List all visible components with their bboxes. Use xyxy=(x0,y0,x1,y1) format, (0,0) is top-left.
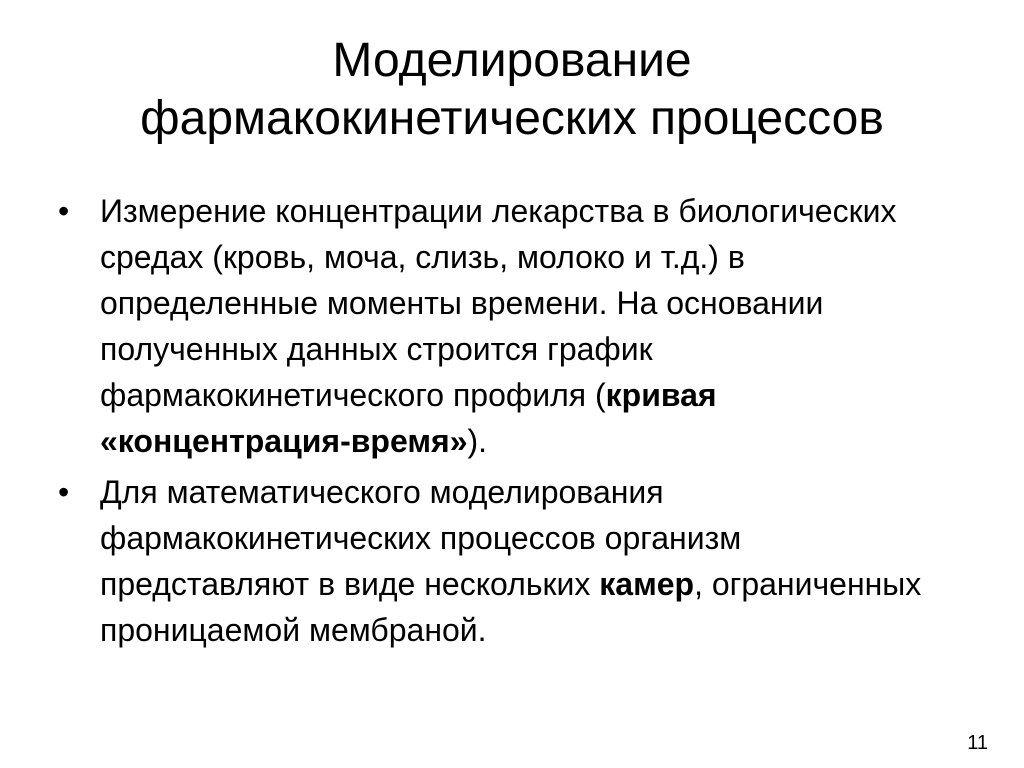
slide-title xyxy=(0,32,1024,148)
bullet-text: Для математического моделирования фармакокинетических процессов организм представляют в виде нескольких xyxy=(100,474,742,602)
slide-title-line-1: Моделирование xyxy=(332,34,692,87)
bullet-marker: • xyxy=(58,474,70,510)
bullet-text-end: ). xyxy=(467,423,488,459)
bullet-item-measurement xyxy=(58,188,938,464)
slide-page-number: 11 xyxy=(967,732,988,754)
bullet-item-modeling xyxy=(58,469,938,653)
bullet-bold-term: камер xyxy=(599,566,695,602)
bullet-text: Измерение концентрации лекарства в биологических средах (кровь, моча, слизь, молоко и т.д.) в определенные моменты времени. На основании полученных данных строится график фармакокинетического профиля ( xyxy=(100,193,897,413)
bullet-marker: • xyxy=(58,193,70,229)
bullet-bold-term: кривая «концентрация-время» xyxy=(100,377,717,459)
bullet-text-end: , ограниченных проницаемой мембраной. xyxy=(100,566,922,648)
slide-title-line-2: фармакокинетических процессов xyxy=(140,92,884,145)
bullet-list xyxy=(58,188,938,658)
